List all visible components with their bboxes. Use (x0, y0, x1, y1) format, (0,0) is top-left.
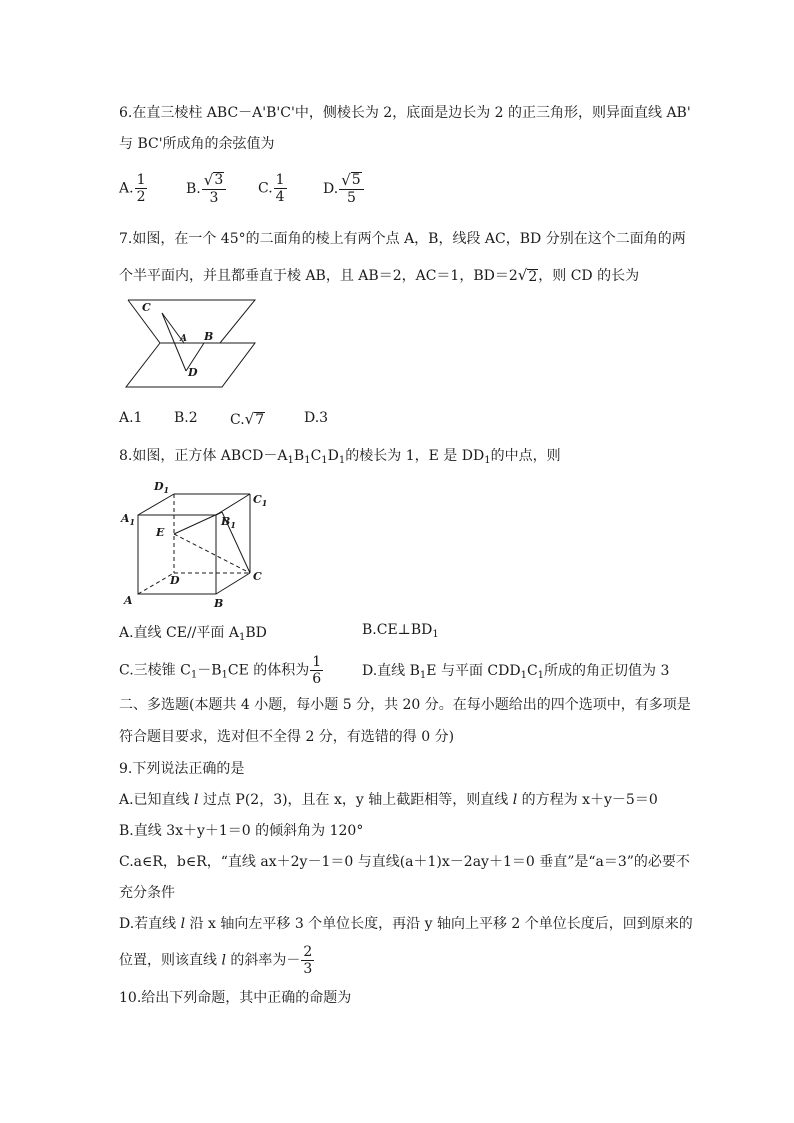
fig-label-c1: $C_1$ (253, 493, 268, 508)
q7-stem-line2: 个半平面内，并且都垂直于棱 AB，且 AB＝2，AC＝1，BD＝2 √ 2 ，则 CD 的长为 (119, 266, 640, 285)
fraction: $\frac{1}{4}$ (275, 172, 285, 205)
fraction: $\frac{1}{2}$ (136, 172, 146, 205)
q7-option-d: D.3 (304, 410, 329, 426)
q6-option-a: A. $\frac{1}{2}$ (119, 172, 146, 205)
q7-option-b: B.2 (174, 410, 198, 426)
q6-option-b: B. √ 3 3 (186, 172, 227, 206)
q7-option-c: C. √ 7 (230, 410, 265, 428)
fraction: $\frac{2}{3}$ (303, 944, 313, 977)
q9-option-d-line1: D.若直线 l 沿 x 轴向左平移 3 个单位长度，再沿 y 轴向上平移 2 个单位长度后，回到原来的 (119, 916, 693, 932)
fraction: √ 3 3 (202, 172, 226, 206)
q6-stem-line2: 与 BC'所成角的余弦值为 (119, 136, 275, 152)
fig-label-d: D (188, 366, 198, 379)
q9-option-c-line2: 充分条件 (119, 885, 175, 901)
q6-stem-line1: 6.在直三棱柱 ABC－A'B'C'中，侧棱长为 2，底面是边长为 2 的正三角形，则异面直线 AB' (119, 105, 691, 121)
fig-label-b: B (204, 330, 214, 343)
q8-option-b: $B.CE\perp BD_1$ (362, 622, 439, 640)
q9-option-b: B.直线 3x＋y＋1＝0 的倾斜角为 120° (119, 823, 364, 839)
fig-label-d1: $D_1$ (154, 480, 170, 495)
fig-label-a: A (180, 334, 187, 344)
q7-stem-line1: 7.如图，在一个 45°的二面角的棱上有两个点 A，B，线段 AC，BD 分别在这个二面角的两 (119, 231, 686, 247)
q10-stem: 10.给出下列命题，其中正确的命题为 (119, 990, 352, 1006)
q8-stem: 8.如图，正方体 $ABCD-A_1B_1C_1D_1$的棱长为 1，E 是 $DD_1$的中点，则 (119, 448, 561, 466)
q7-option-a: A.1 (119, 410, 143, 426)
q8-option-d: D.直线 $B_1E$ 与平面 $CDD_1C_1$所成的角正切值为 3 (362, 663, 670, 681)
sqrt: √ 2 (517, 266, 538, 285)
section2-heading-line1: 二、多选题(本题共 4 小题，每小题 5 分，共 20 分。在每小题给出的四个选项中，有多项是 (119, 697, 691, 713)
fig-label-c: C (253, 570, 262, 583)
fig-label-e: E (156, 526, 165, 539)
q7-dihedral-figure (120, 295, 260, 395)
fig-label-b1: $B_1$ (221, 515, 236, 530)
fig-label-a: A (124, 594, 133, 607)
q8-cube-figure (118, 474, 278, 614)
fig-label-d: D (170, 574, 180, 587)
q6-option-d: D. √ 5 5 (323, 172, 365, 206)
q9-stem: 9.下列说法正确的是 (119, 761, 245, 777)
fig-label-b: B (214, 597, 224, 610)
section2-heading-line2: 符合题目要求，选对但不全得 2 分，有选错的得 0 分) (119, 729, 455, 745)
q6-option-c: C. $\frac{1}{4}$ (258, 172, 285, 205)
fraction: $\frac{1}{6}$ (312, 654, 322, 687)
q9-option-d-line2: 位置，则该直线 l 的斜率为－ $\frac{2}{3}$ (119, 944, 313, 977)
sqrt: √ 7 (244, 410, 265, 428)
fraction: √ 5 5 (339, 172, 363, 206)
q9-option-c-line1: C.a∈R，b∈R，“直线 ax＋2y－1＝0 与直线(a＋1)x－2ay＋1＝0 垂直”是“a＝3”的必要不 (119, 854, 690, 870)
fig-label-a1: $A_1$ (121, 512, 136, 527)
fig-label-c: C (142, 301, 151, 314)
q9-option-a: A.已知直线 l 过点 P(2，3)，且在 x，y 轴上截距相等，则直线 l 的方程为 x＋y－5＝0 (119, 792, 658, 808)
q8-option-a: A.直线 CE//平面 $A_1BD$ (119, 625, 267, 643)
q8-option-c: C.三棱锥 $C_1-B_1CE$ 的体积为 $\frac{1}{6}$ (119, 654, 322, 687)
